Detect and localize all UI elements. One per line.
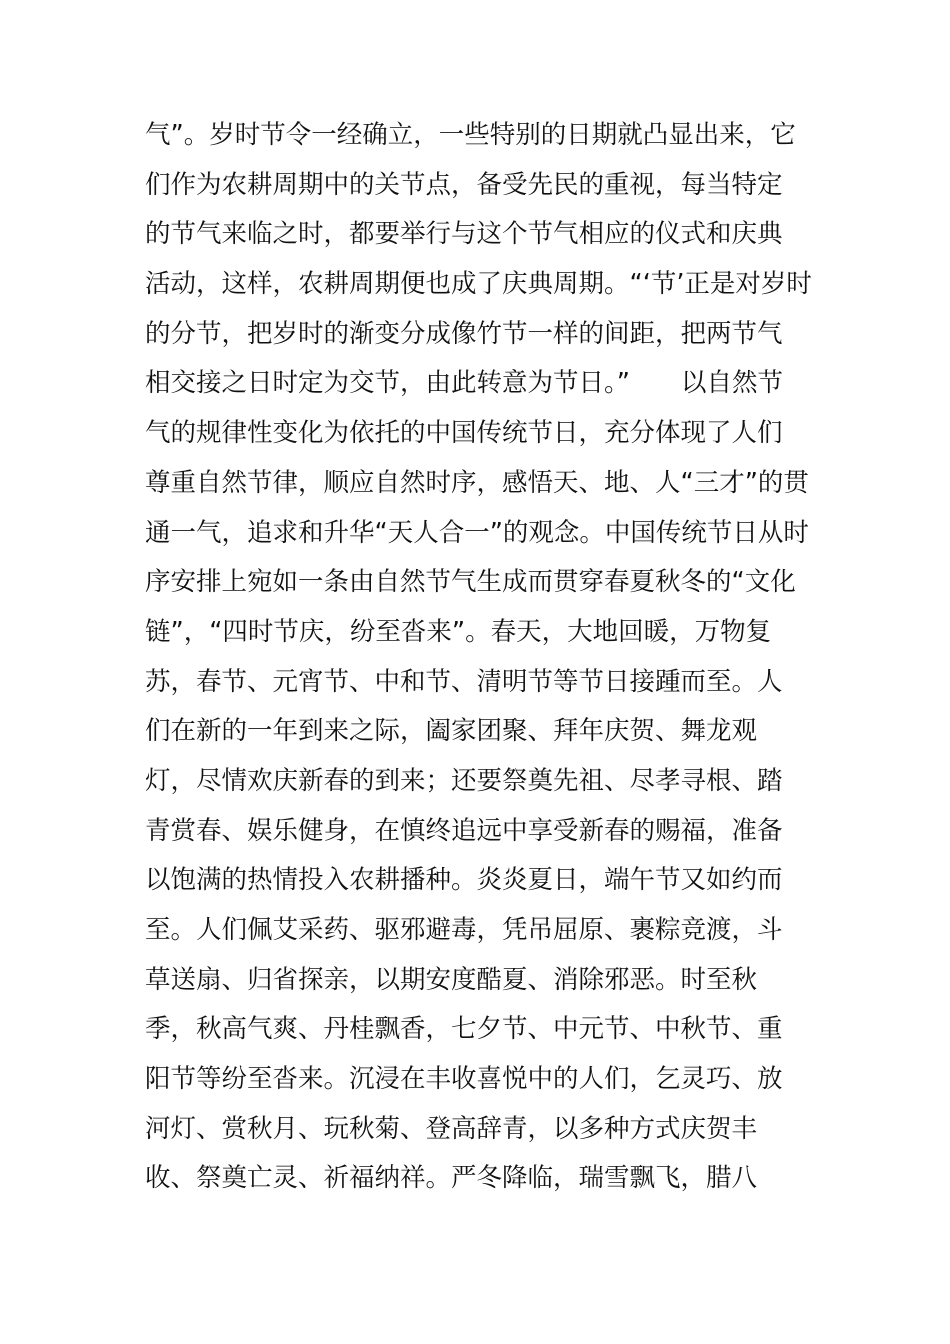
- text-line: 们在新的一年到来之际，阖家团聚、拜年庆贺、舞龙观: [145, 716, 758, 747]
- text-line: 青赏春、娱乐健身，在慎终追远中享受新春的赐福，准备: [145, 815, 783, 846]
- text-line: 通一气，追求和升华“天人合一”的观念。中国传统节日从时: [145, 517, 809, 548]
- text-line: 草送扇、归省探亲，以期安度酷夏、消除邪恶。时至秋: [145, 964, 758, 995]
- text-line: 们作为农耕周期中的关节点，备受先民的重视，每当特定: [145, 169, 783, 200]
- text-line: 尊重自然节律，顺应自然时序，感悟天、地、人“三才”的贯: [145, 467, 809, 498]
- text-line: 活动，这样，农耕周期便也成了庆典周期。“‘节’正是对岁时: [145, 269, 812, 300]
- text-line: 苏，春节、元宵节、中和节、清明节等节日接踵而至。人: [145, 666, 783, 697]
- text-line: 序安排上宛如一条由自然节气生成而贯穿春夏秋冬的“文化: [145, 567, 796, 598]
- text-line: 气”。岁时节令一经确立，一些特别的日期就凸显出来，它: [145, 120, 796, 150]
- text-line: 的节气来临之时，都要举行与这个节气相应的仪式和庆典: [145, 219, 783, 250]
- text-line: 阳节等纷至沓来。沉浸在丰收喜悦中的人们，乞灵巧、放: [145, 1064, 783, 1095]
- text-line: 灯，尽情欢庆新春的到来；还要祭奠先祖、尽孝寻根、踏: [145, 765, 783, 796]
- text-line: 的分节，把岁时的渐变分成像竹节一样的间距，把两节气: [145, 318, 783, 349]
- text-line: 河灯、赏秋月、玩秋菊、登高辞青，以多种方式庆贺丰: [145, 1113, 758, 1144]
- text-line: 相交接之日时定为交节，由此转意为节日。” 以自然节: [145, 368, 783, 399]
- body-text: [145, 111, 825, 1204]
- text-line: 以饱满的热情投入农耕播种。炎炎夏日，端午节又如约而: [145, 865, 783, 896]
- text-line: 季，秋高气爽、丹桂飘香，七夕节、中元节、中秋节、重: [145, 1014, 783, 1045]
- text-line: 收、祭奠亡灵、祈福纳祥。严冬降临，瑞雪飘飞，腊八: [145, 1163, 758, 1194]
- text-line: 气的规律性变化为依托的中国传统节日，充分体现了人们: [145, 418, 783, 449]
- text-line: 至。人们佩艾采药、驱邪避毒，凭吊屈原、裹粽竞渡，斗: [145, 915, 783, 945]
- text-line: 链”，“四时节庆，纷至沓来”。春天，大地回暖，万物复: [145, 616, 772, 647]
